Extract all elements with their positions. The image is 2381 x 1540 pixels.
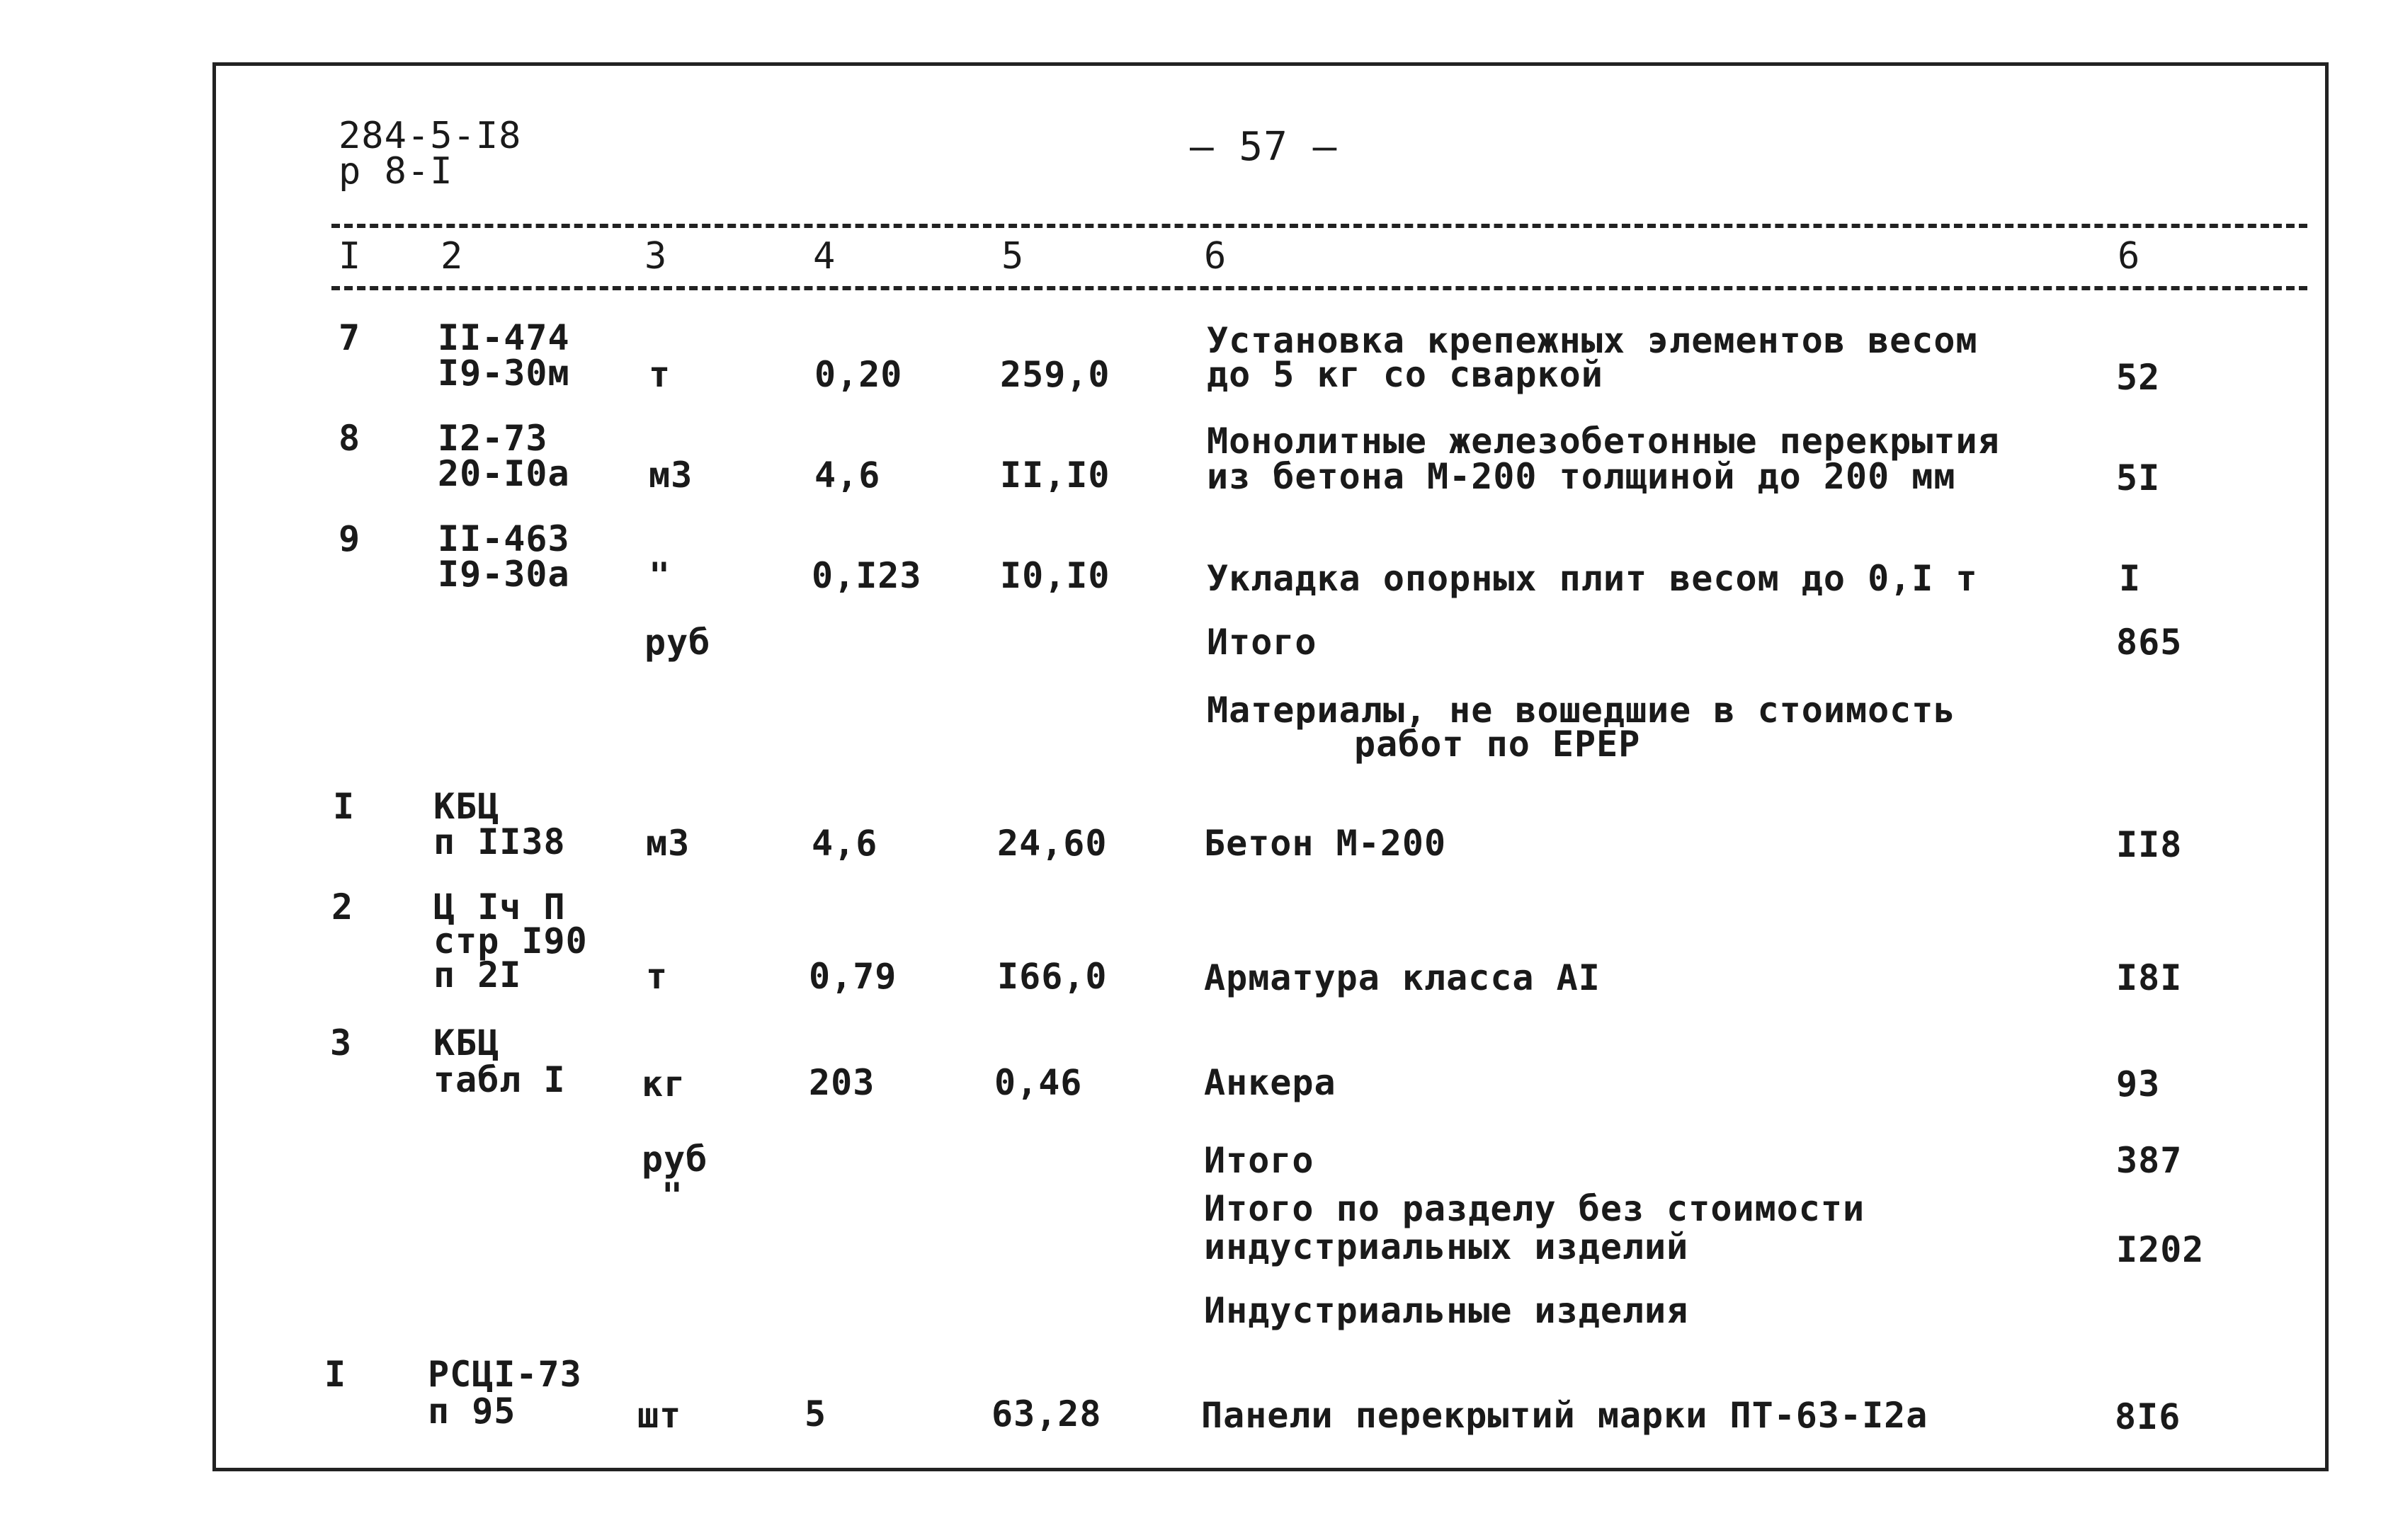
total: I <box>2119 558 2142 599</box>
description: Панели перекрытий марки ПТ-63-I2а <box>1201 1395 1928 1436</box>
description: Итого <box>1204 1140 1314 1181</box>
total: II8 <box>2116 824 2183 865</box>
code-line: стр I90 <box>433 920 588 962</box>
code-line: п II38 <box>433 821 566 862</box>
row-number: 9 <box>339 518 361 559</box>
unit-price: II,I0 <box>1000 455 1110 496</box>
total: 5I <box>2116 457 2161 498</box>
doc-code: 284-5-I8 <box>339 115 522 157</box>
unit: т <box>649 354 671 395</box>
row-number: 7 <box>339 317 361 358</box>
code-line: РСЦI-73 <box>428 1354 582 1395</box>
unit: т <box>646 956 669 997</box>
code-line: I2-73 <box>438 418 548 459</box>
unit: шт <box>637 1395 682 1436</box>
unit: м3 <box>649 455 693 496</box>
unit: кг <box>642 1063 686 1105</box>
description: Бетон М-200 <box>1204 823 1447 864</box>
description-line: Установка крепежных элементов весом <box>1207 320 1978 361</box>
header-rule-bottom <box>331 286 2307 290</box>
code-line: II-474 <box>438 317 570 358</box>
quantity: 4,6 <box>812 823 878 864</box>
code-line: I9-30а <box>438 554 570 595</box>
unit: м3 <box>646 823 691 864</box>
quantity: 4,6 <box>814 455 881 496</box>
description-line: из бетона М-200 толщиной до 200 мм <box>1207 456 1956 497</box>
code-line: КБЦ <box>433 786 500 827</box>
unit: руб <box>644 622 711 663</box>
unit: " <box>649 555 671 596</box>
col-header-1: I <box>339 235 362 278</box>
unit: руб <box>642 1139 708 1180</box>
unit-price: 259,0 <box>1000 354 1110 395</box>
description-line: Монолитные железобетонные перекрытия <box>1207 421 2000 462</box>
quantity: 203 <box>809 1062 875 1103</box>
total: 8I6 <box>2115 1396 2181 1437</box>
unit: " <box>661 1175 684 1216</box>
header-rule-top <box>331 224 2307 228</box>
code-line: Ц Iч П <box>433 886 566 928</box>
code-line: п 2I <box>433 954 522 996</box>
total: I202 <box>2116 1229 2205 1270</box>
code-line: табл I <box>433 1059 566 1100</box>
unit-price: 63,28 <box>991 1393 1102 1435</box>
col-header-3: 3 <box>644 235 668 278</box>
row-number: 2 <box>331 886 354 928</box>
quantity: 0,20 <box>814 354 903 395</box>
description-line: до 5 кг со сваркой <box>1207 354 1603 395</box>
code-line: I9-30м <box>438 353 570 394</box>
section-heading: Индустриальные изделия <box>1204 1290 1689 1331</box>
col-header-6: 6 <box>1204 235 1227 278</box>
row-number: I <box>324 1354 347 1395</box>
total: 865 <box>2116 622 2183 663</box>
section-heading: Материалы, не вошедшие в стоимость <box>1207 690 1956 731</box>
description-line: Итого по разделу без стоимости <box>1204 1188 1865 1229</box>
row-number: 3 <box>330 1022 353 1063</box>
quantity: 5 <box>805 1393 827 1435</box>
total: 93 <box>2116 1063 2161 1105</box>
description: Укладка опорных плит весом до 0,I т <box>1207 558 1978 599</box>
unit-price: 0,46 <box>994 1062 1083 1103</box>
total: 387 <box>2116 1140 2183 1181</box>
col-header-4: 4 <box>813 235 836 278</box>
col-header-5: 5 <box>1001 235 1025 278</box>
code-line: 20-I0а <box>438 453 570 494</box>
unit-price: 24,60 <box>997 823 1108 864</box>
code-line: п 95 <box>428 1391 516 1432</box>
code-line: II-463 <box>438 518 570 559</box>
description-line: индустриальных изделий <box>1204 1226 1689 1267</box>
description: Арматура класса АI <box>1204 957 1601 998</box>
page-number: — 57 — <box>1190 124 1338 170</box>
description: Итого <box>1207 622 1317 663</box>
col-header-7: 6 <box>2118 235 2141 278</box>
quantity: 0,I23 <box>812 555 922 596</box>
row-number: 8 <box>339 418 361 459</box>
section-heading: работ по ЕРЕР <box>1354 724 1641 765</box>
quantity: 0,79 <box>809 956 897 997</box>
section-code: р 8-I <box>339 150 453 193</box>
col-header-2: 2 <box>441 235 464 278</box>
description: Анкера <box>1204 1062 1336 1103</box>
row-number: I <box>333 786 356 827</box>
unit-price: I66,0 <box>997 956 1108 997</box>
total: I8I <box>2116 957 2183 998</box>
unit-price: I0,I0 <box>1000 555 1110 596</box>
total: 52 <box>2116 357 2161 398</box>
code-line: КБЦ <box>433 1022 500 1063</box>
